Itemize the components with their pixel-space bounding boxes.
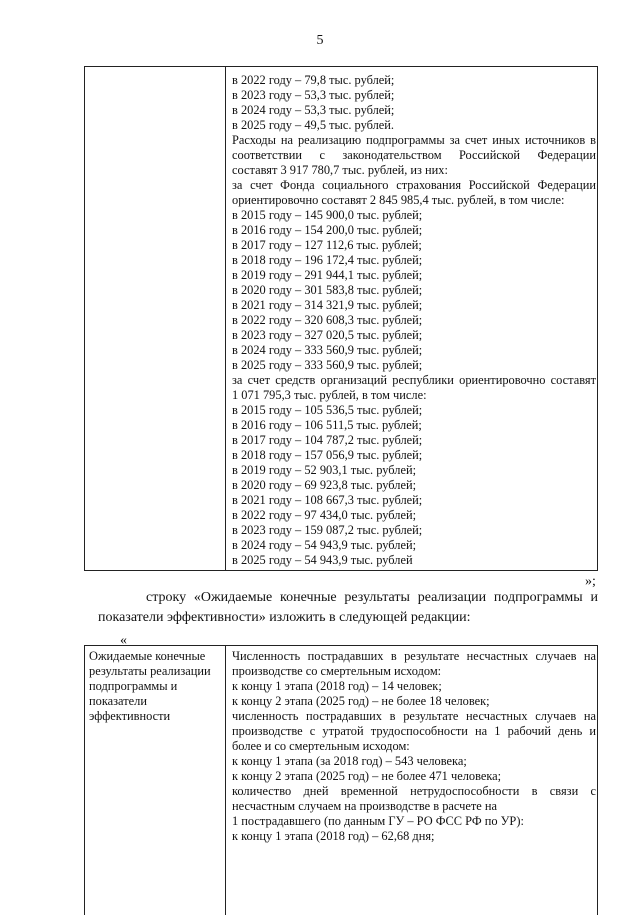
text-line: Расходы на реализацию подпрограммы за счет иных источников в [232, 133, 596, 147]
text-line: более и со смертельным исходом: [232, 739, 410, 753]
text-line: в 2018 году – 196 172,4 тыс. рублей; [232, 253, 423, 267]
text-line: в 2022 году – 320 608,3 тыс. рублей; [232, 313, 423, 327]
text-line: в 2020 году – 69 923,8 тыс. рублей; [232, 478, 417, 492]
text-line: к концу 2 этапа (2025 год) – не более 18 человек; [232, 694, 490, 708]
paragraph-line: показатели эффективности» изложить в следующей редакции: [98, 610, 471, 625]
text-line: в 2021 году – 108 667,3 тыс. рублей; [232, 493, 423, 507]
text-line: количество дней временной нетрудоспособности в связи с [232, 784, 596, 798]
text-line: 1 071 795,3 тыс. рублей, в том числе: [232, 388, 427, 402]
text-line: в 2021 году – 314 321,9 тыс. рублей; [232, 298, 423, 312]
text-line: в 2022 году – 79,8 тыс. рублей; [232, 73, 395, 87]
text-line: в 2024 году – 54 943,9 тыс. рублей; [232, 538, 417, 552]
text-line: в 2015 году – 105 536,5 тыс. рублей; [232, 403, 423, 417]
text-line: в 2025 году – 333 560,9 тыс. рублей; [232, 358, 423, 372]
text-line: в 2015 году – 145 900,0 тыс. рублей; [232, 208, 423, 222]
text-line: в 2023 году – 53,3 тыс. рублей; [232, 88, 395, 102]
page-number: 5 [316, 33, 324, 48]
text-line: в 2017 году – 127 112,6 тыс. рублей; [232, 238, 422, 252]
text-line: в 2025 году – 49,5 тыс. рублей. [232, 118, 395, 132]
label-line: показатели [89, 694, 147, 708]
label-line: Ожидаемые конечные [89, 649, 206, 663]
text-line: в 2020 году – 301 583,8 тыс. рублей; [232, 283, 423, 297]
text-line: несчастным случаем на производстве в расчете на [232, 799, 498, 813]
text-line: в 2016 году – 154 200,0 тыс. рублей; [232, 223, 423, 237]
text-line: производстве с утратой трудоспособности на 1 рабочий день и [232, 724, 596, 738]
text-line: за счет Фонда социального страхования Российской Федерации [232, 178, 596, 192]
text-line: Численность пострадавших в результате несчастных случаев на [232, 649, 596, 663]
text-line: ориентировочно составят 2 845 985,4 тыс. рублей, в том числе: [232, 193, 565, 207]
text-line: составят 3 917 780,7 тыс. рублей, из них: [232, 163, 448, 177]
funding-table [84, 66, 598, 571]
text-line: в 2019 году – 52 903,1 тыс. рублей; [232, 463, 417, 477]
text-line: к концу 1 этапа (за 2018 год) – 543 человека; [232, 754, 467, 768]
funding-text-cell [232, 73, 596, 568]
text-line: в 2023 году – 327 020,5 тыс. рублей; [232, 328, 423, 342]
text-line: в 2023 году – 159 087,2 тыс. рублей; [232, 523, 423, 537]
text-line: в 2017 году – 104 787,2 тыс. рублей; [232, 433, 423, 447]
text-line: в 2022 году – 97 434,0 тыс. рублей; [232, 508, 417, 522]
column-divider [225, 67, 226, 570]
label-line: результаты реализации [89, 664, 211, 678]
results-table [84, 645, 598, 915]
text-line: в 2024 году – 53,3 тыс. рублей; [232, 103, 395, 117]
text-line: производстве со смертельным исходом: [232, 664, 442, 678]
text-line: в 2019 году – 291 944,1 тыс. рублей; [232, 268, 423, 282]
text-line: к концу 2 этапа (2025 год) – не более 471 человека; [232, 769, 502, 783]
text-line: соответствии с законодательством Российской Федерации [232, 148, 596, 162]
text-line: к концу 1 этапа (2018 год) – 14 человек; [232, 679, 442, 693]
text-line: к концу 1 этапа (2018 год) – 62,68 дня; [232, 829, 435, 843]
closing-quote: »; [585, 574, 596, 589]
results-text-cell [232, 649, 596, 844]
paragraph-line: строку «Ожидаемые конечные результаты реализации подпрограммы и [146, 590, 598, 605]
text-line: численность пострадавших в результате несчастных случаев на [232, 709, 596, 723]
results-label-cell [89, 649, 223, 724]
text-line: 1 пострадавшего (по данным ГУ – РО ФСС РФ по УР): [232, 814, 524, 828]
opening-quote: « [120, 633, 127, 648]
column-divider [225, 646, 226, 915]
text-line: за счет средств организаций республики ориентировочно составят [232, 373, 596, 387]
text-line: в 2016 году – 106 511,5 тыс. рублей; [232, 418, 422, 432]
text-line: в 2025 году – 54 943,9 тыс. рублей [232, 553, 413, 567]
label-line: подпрограммы и [89, 679, 178, 693]
label-line: эффективности [89, 709, 171, 723]
text-line: в 2018 году – 157 056,9 тыс. рублей; [232, 448, 423, 462]
text-line: в 2024 году – 333 560,9 тыс. рублей; [232, 343, 423, 357]
